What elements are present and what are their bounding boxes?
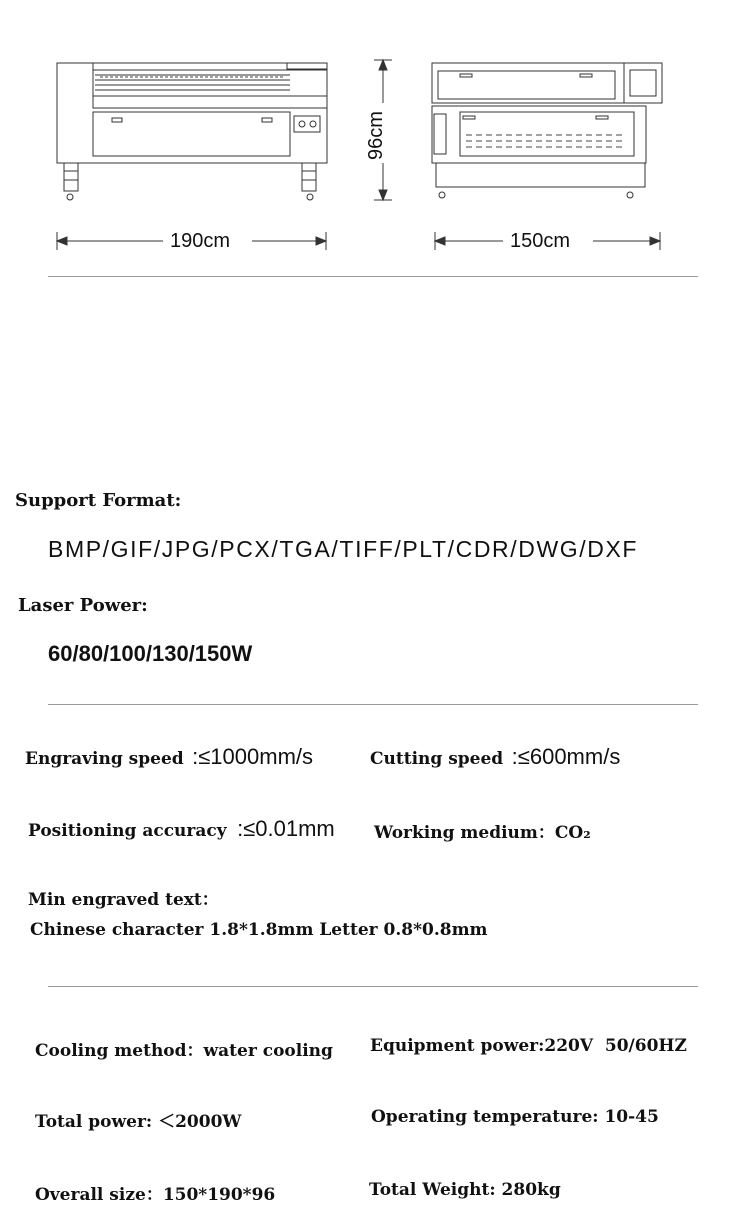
min-engraved-text-label: Min engraved text xyxy=(28,890,202,910)
cutting-speed-label: Cutting speed xyxy=(370,749,504,769)
divider-2 xyxy=(48,704,698,705)
laser-power-value: 60/80/100/130/150W xyxy=(48,641,253,666)
laser-power-heading: Laser Power: xyxy=(18,595,148,616)
side-view xyxy=(432,63,662,198)
equipment-power: Equipment power:220V 50/60HZ xyxy=(370,1036,687,1056)
engraving-speed xyxy=(25,744,313,770)
cutting-speed-value: :≤600mm/s xyxy=(511,744,621,769)
height-label: 96cm xyxy=(364,111,387,160)
divider-1 xyxy=(48,276,698,277)
positioning-accuracy-value: :≤0.01mm xyxy=(237,816,335,841)
cooling-method-label: Cooling method xyxy=(35,1041,187,1061)
total-power: Total power: ＜2000W xyxy=(35,1112,242,1132)
working-medium-value: CO₂ xyxy=(554,823,591,843)
width-label: 190cm xyxy=(170,230,231,252)
engraving-speed-label: Engraving speed xyxy=(25,749,184,769)
operating-temperature: Operating temperature: 10-45 xyxy=(371,1107,659,1127)
support-format-value: BMP/GIF/JPG/PCX/TGA/TIFF/PLT/CDR/DWG/DXF xyxy=(48,536,639,562)
min-engraved-text-value: Chinese character 1.8*1.8mm Letter 0.8*0.8mm xyxy=(30,920,488,940)
overall-size-value: 150*190*96 xyxy=(162,1185,276,1205)
overall-size-label: Overall size xyxy=(35,1185,146,1205)
engraving-speed-value: :≤1000mm/s xyxy=(192,744,314,769)
positioning-accuracy-label: Positioning accuracy xyxy=(28,821,227,841)
cooling-method: Cooling method：water cooling xyxy=(35,1041,333,1061)
front-view xyxy=(57,63,327,200)
support-format-heading: Support Format: xyxy=(15,490,182,511)
min-engraved-text: Min engraved text： xyxy=(28,890,219,910)
working-medium: Working medium：CO₂ xyxy=(374,823,591,843)
cooling-method-value: water cooling xyxy=(203,1041,333,1061)
working-medium-label: Working medium xyxy=(374,823,538,843)
cutting-speed xyxy=(370,744,620,770)
depth-label: 150cm xyxy=(510,230,571,252)
divider-3 xyxy=(48,986,698,987)
total-weight: Total Weight: 280kg xyxy=(369,1180,561,1200)
overall-size: Overall size：150*190*96 xyxy=(35,1185,276,1205)
positioning-accuracy xyxy=(28,816,335,842)
